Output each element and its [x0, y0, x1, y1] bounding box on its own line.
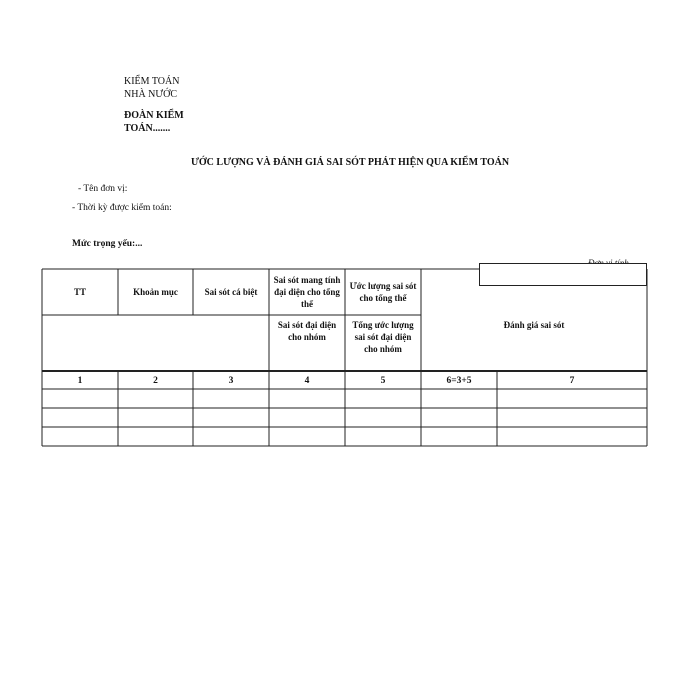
header-tt: TT [73, 287, 86, 297]
unit-name-field: - Tên đơn vị: [78, 184, 128, 194]
table-row [42, 408, 647, 427]
header-group-representative: Sai sót đại diện cho nhóm [277, 320, 337, 342]
column-number: 3 [228, 375, 234, 386]
team-name-line1: ĐOÀN KIỂM [124, 110, 184, 121]
column-number: 4 [304, 375, 310, 386]
column-number: 2 [153, 375, 158, 386]
table-row [42, 389, 647, 408]
materiality-field: Mức trọng yếu:... [72, 239, 143, 249]
header-item: Khoản mục [133, 287, 178, 297]
org-name-line1: KIỂM TOÁN [124, 76, 180, 87]
header-total-estimate: Tổng ước lượng sai sót đại diện cho nhóm [352, 320, 414, 354]
column-number: 1 [77, 375, 83, 386]
team-name-line2: TOÁN....... [124, 123, 171, 134]
column-number: 5 [380, 375, 386, 386]
column-number: 7 [569, 375, 575, 386]
currency-unit-box [479, 263, 647, 286]
table-row [42, 427, 647, 446]
header-representative-error: Sai sót mang tính đại diện cho tổng thể [273, 275, 341, 309]
column-number: 6=3+5 [446, 375, 472, 386]
document-title: ƯỚC LƯỢNG VÀ ĐÁNH GIÁ SAI SÓT PHÁT HIỆN QUA KIỂM TOÁN [190, 157, 510, 168]
audit-period-field: - Thời kỳ được kiểm toán: [72, 203, 172, 213]
header-individual-error: Sai sót cá biệt [204, 287, 258, 297]
header-evaluation: Đánh giá sai sót [503, 320, 565, 330]
org-name-line2: NHÀ NƯỚC [124, 89, 178, 100]
header-population-estimate: Ước lượng sai sót cho tổng thể [349, 281, 417, 303]
